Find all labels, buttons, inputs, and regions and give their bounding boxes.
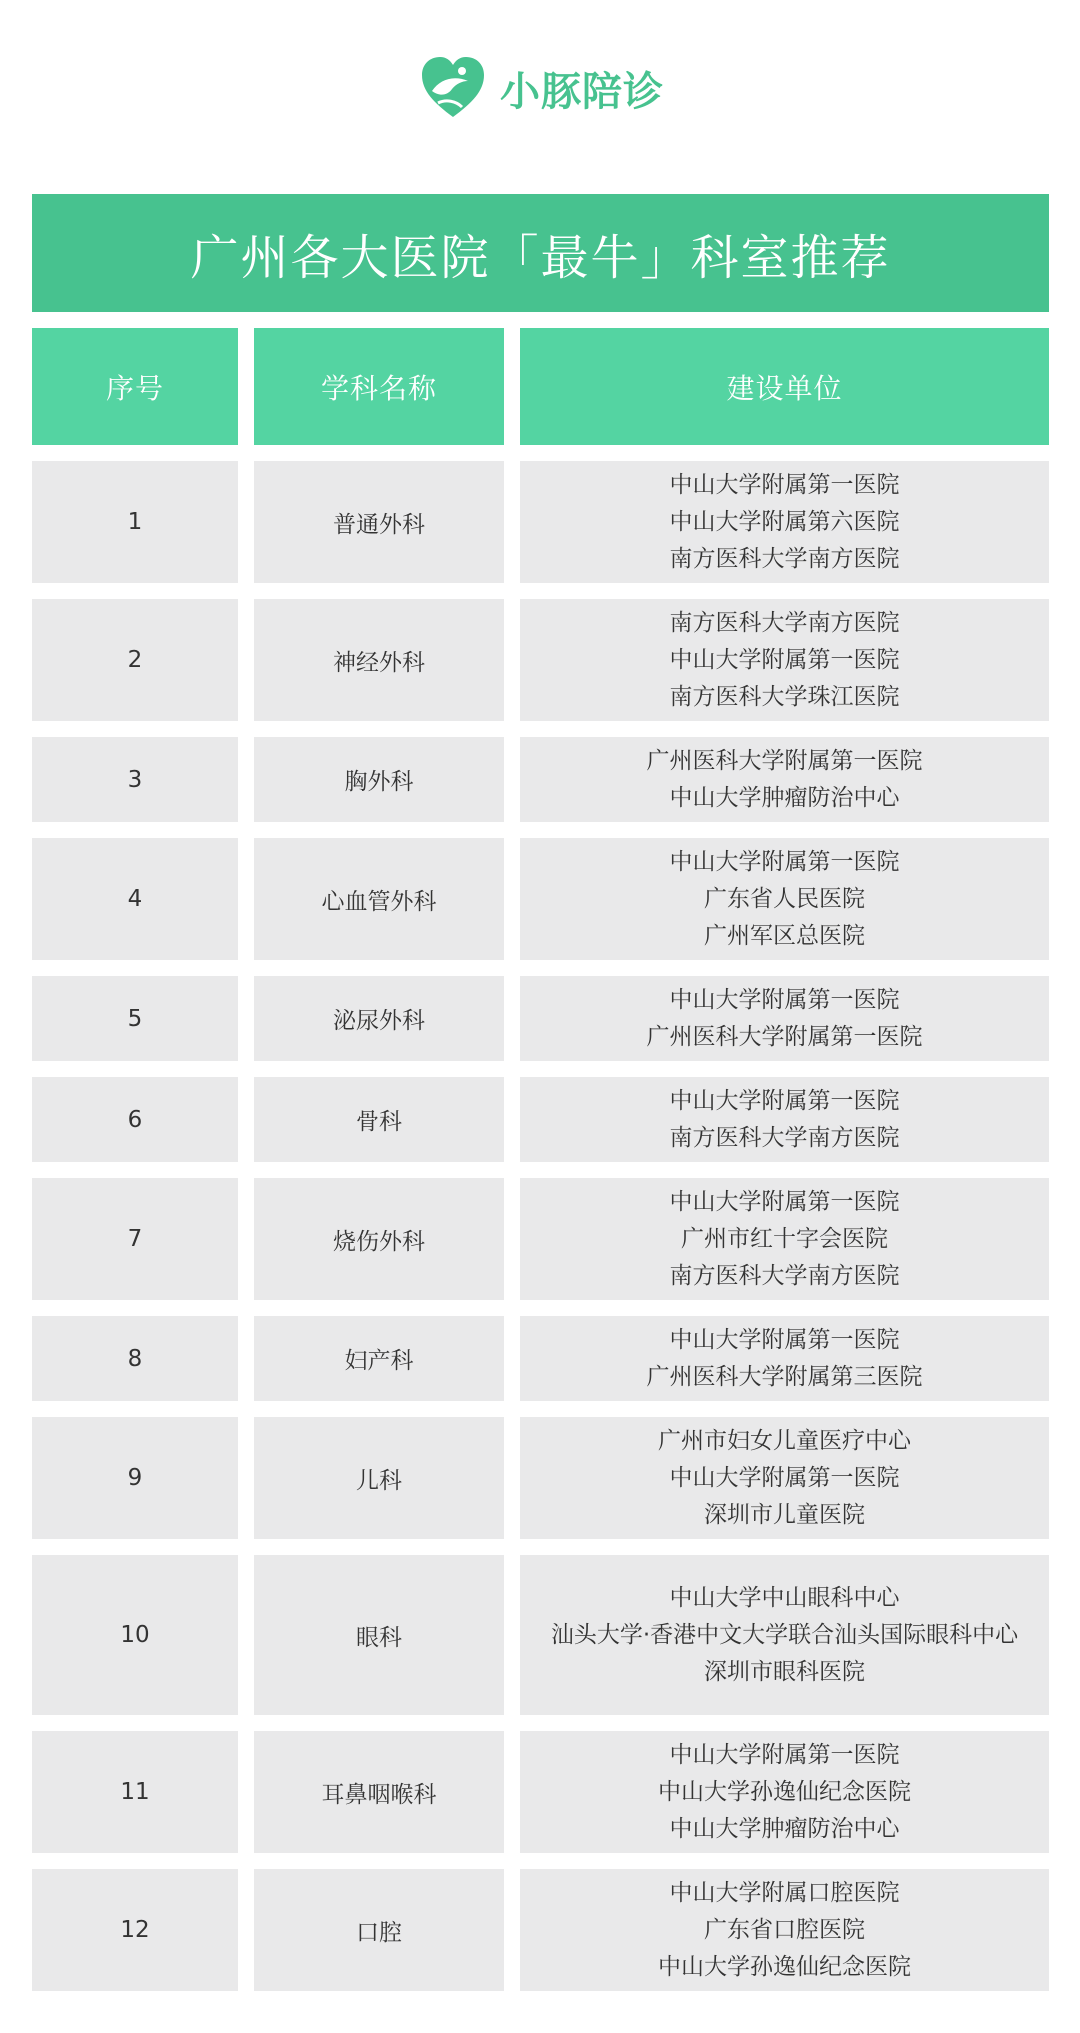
- table-row: [32, 1869, 1049, 1991]
- row-units: [520, 1555, 1049, 1715]
- unit-name: 中山大学肿瘤防治中心: [669, 784, 900, 811]
- page-title: 广州各大医院「最牛」科室推荐: [190, 229, 891, 286]
- header-number: 序号: [32, 328, 238, 445]
- row-subject: 神经外科: [254, 599, 504, 721]
- table-row: [32, 1731, 1049, 1853]
- unit-name: 中山大学附属第一医院: [669, 1087, 900, 1114]
- unit-name: 深圳市眼科医院: [704, 1658, 865, 1685]
- unit-name: 汕头大学·香港中文大学联合汕头国际眼科中心: [550, 1621, 1019, 1648]
- table-row: [32, 599, 1049, 721]
- table-row: [32, 461, 1049, 583]
- row-units: [520, 838, 1049, 960]
- unit-name: 广东省口腔医院: [704, 1916, 865, 1943]
- unit-name: 中山大学附属第一医院: [669, 471, 900, 498]
- unit-name: 中山大学附属第一医院: [669, 1188, 900, 1215]
- row-subject: 妇产科: [254, 1316, 504, 1401]
- title-banner: [32, 194, 1049, 312]
- row-units: [520, 1077, 1049, 1162]
- unit-name: 广州市红十字会医院: [681, 1225, 888, 1252]
- unit-name: 南方医科大学南方医院: [669, 545, 900, 572]
- table-header-row: [32, 328, 1049, 445]
- unit-name: 广州军区总医院: [704, 922, 865, 949]
- unit-name: 中山大学附属第一医院: [669, 986, 900, 1013]
- row-number: 6: [32, 1077, 238, 1162]
- row-subject: 耳鼻咽喉科: [254, 1731, 504, 1853]
- row-number: 9: [32, 1417, 238, 1539]
- row-number: 12: [32, 1869, 238, 1991]
- unit-name: 南方医科大学珠江医院: [669, 683, 900, 710]
- unit-name: 中山大学附属第六医院: [669, 508, 900, 535]
- dolphin-heart-icon: [416, 51, 490, 125]
- row-units: [520, 1316, 1049, 1401]
- unit-name: 中山大学附属第一医院: [669, 646, 900, 673]
- row-units: [520, 1731, 1049, 1853]
- row-subject: 眼科: [254, 1555, 504, 1715]
- unit-name: 南方医科大学南方医院: [669, 1124, 900, 1151]
- unit-name: 广州医科大学附属第三医院: [646, 1363, 923, 1390]
- unit-name: 中山大学附属第一医院: [669, 1464, 900, 1491]
- unit-name: 深圳市儿童医院: [704, 1501, 865, 1528]
- row-subject: 儿科: [254, 1417, 504, 1539]
- row-number: 3: [32, 737, 238, 822]
- brand-name: 小豚陪诊: [500, 68, 664, 115]
- row-subject: 心血管外科: [254, 838, 504, 960]
- header-unit: 建设单位: [520, 328, 1049, 445]
- brand-logo: [0, 50, 1080, 126]
- unit-name: 广州医科大学附属第一医院: [646, 747, 923, 774]
- row-subject: 泌尿外科: [254, 976, 504, 1061]
- unit-name: 中山大学附属第一医院: [669, 848, 900, 875]
- unit-name: 广州医科大学附属第一医院: [646, 1023, 923, 1050]
- row-units: [520, 1869, 1049, 1991]
- table-row: [32, 976, 1049, 1061]
- row-units: [520, 1417, 1049, 1539]
- table-row: [32, 1316, 1049, 1401]
- row-units: [520, 599, 1049, 721]
- row-number: 1: [32, 461, 238, 583]
- row-number: 2: [32, 599, 238, 721]
- unit-name: 广州市妇女儿童医疗中心: [658, 1427, 911, 1454]
- table-row: [32, 737, 1049, 822]
- row-subject: 胸外科: [254, 737, 504, 822]
- unit-name: 中山大学中山眼科中心: [669, 1584, 900, 1611]
- unit-name: 南方医科大学南方医院: [669, 1262, 900, 1289]
- unit-name: 中山大学附属第一医院: [669, 1326, 900, 1353]
- row-units: [520, 1178, 1049, 1300]
- row-number: 10: [32, 1555, 238, 1715]
- row-number: 8: [32, 1316, 238, 1401]
- row-subject: 口腔: [254, 1869, 504, 1991]
- row-number: 7: [32, 1178, 238, 1300]
- row-subject: 烧伤外科: [254, 1178, 504, 1300]
- unit-name: 中山大学肿瘤防治中心: [669, 1815, 900, 1842]
- table-row: [32, 1077, 1049, 1162]
- unit-name: 南方医科大学南方医院: [669, 609, 900, 636]
- unit-name: 中山大学孙逸仙纪念医院: [658, 1778, 911, 1805]
- row-subject: 普通外科: [254, 461, 504, 583]
- table-row: [32, 838, 1049, 960]
- row-number: 4: [32, 838, 238, 960]
- department-table: [32, 328, 1049, 2007]
- row-number: 11: [32, 1731, 238, 1853]
- row-units: [520, 461, 1049, 583]
- row-number: 5: [32, 976, 238, 1061]
- unit-name: 中山大学附属第一医院: [669, 1741, 900, 1768]
- row-subject: 骨科: [254, 1077, 504, 1162]
- table-row: [32, 1178, 1049, 1300]
- unit-name: 广东省人民医院: [704, 885, 865, 912]
- header-subject: 学科名称: [254, 328, 504, 445]
- table-row: [32, 1555, 1049, 1715]
- row-units: [520, 976, 1049, 1061]
- unit-name: 中山大学附属口腔医院: [669, 1879, 900, 1906]
- row-units: [520, 737, 1049, 822]
- table-row: [32, 1417, 1049, 1539]
- unit-name: 中山大学孙逸仙纪念医院: [658, 1953, 911, 1980]
